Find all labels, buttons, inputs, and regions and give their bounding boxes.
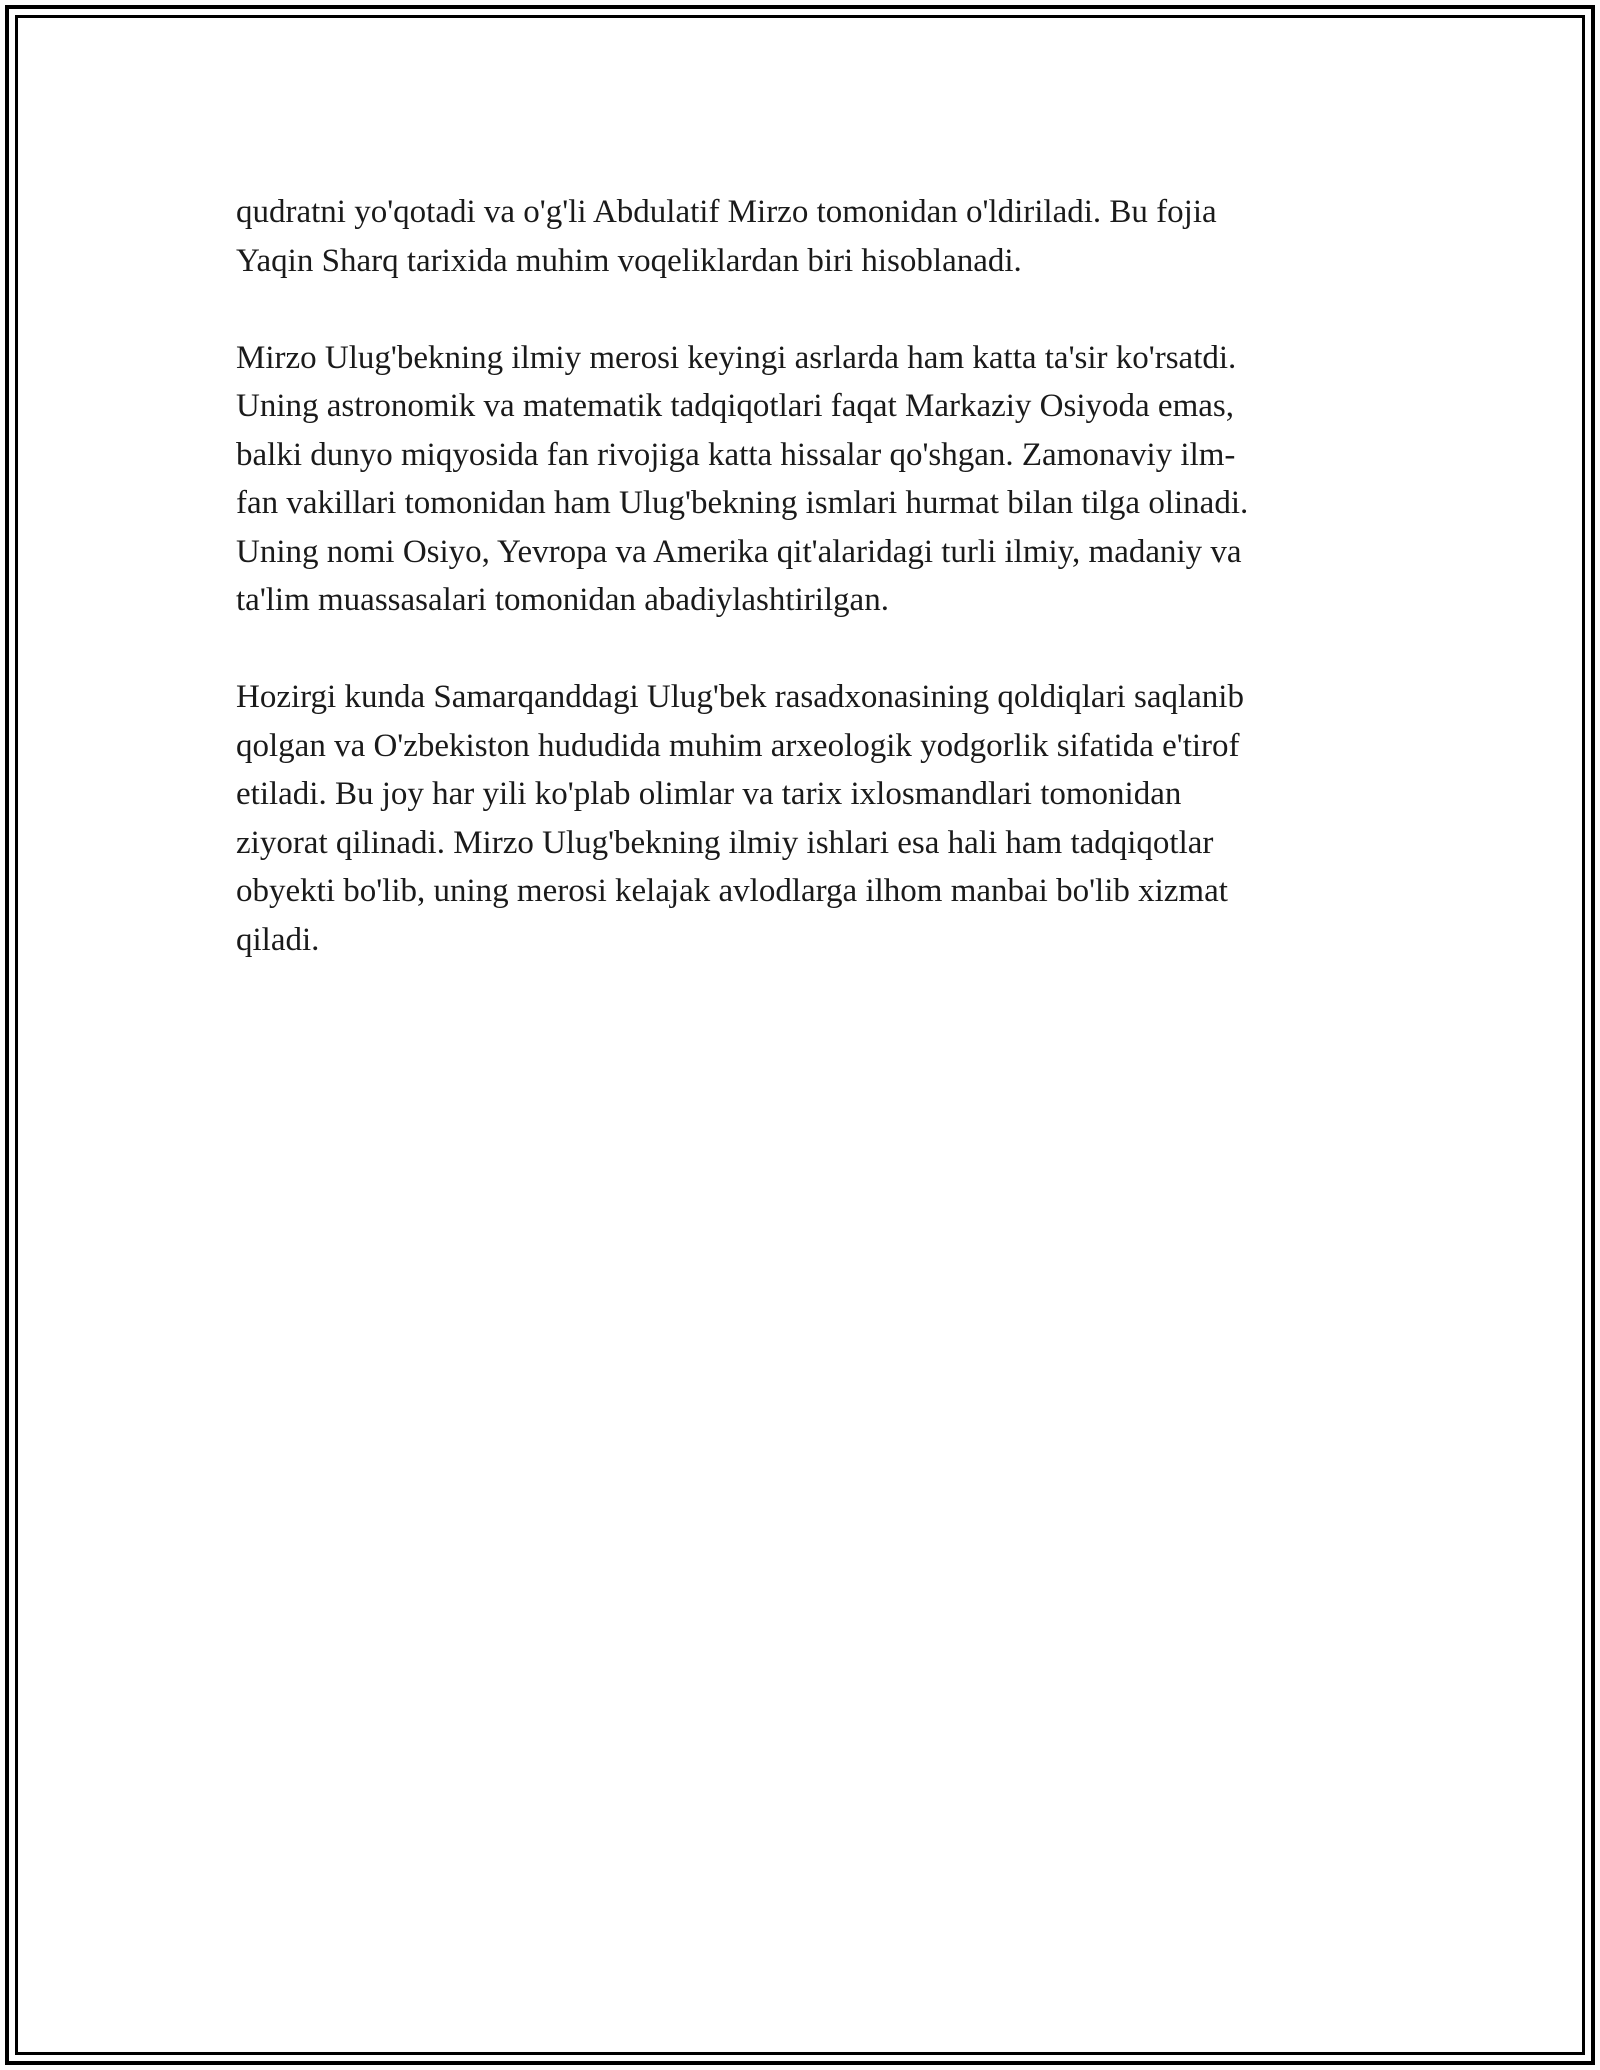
paragraph: qudratni yo'qotadi va o'g'li Abdulatif Mirzo tomonidan o'ldiriladi. Bu fojia Yaqin Sharq tarixida muhim voqeliklardan biri hisoblanadi. bbox=[236, 194, 1217, 279]
paragraph: Hozirgi kunda Samarqanddagi Ulug'bek rasadxonasining qoldiqlari saqlanib qolgan va O'zbekiston hududida muhim arxeologik yodgorlik sifatida e'tirof etiladi. Bu joy har yili ko'plab olimlar va tarix ixlosmandlari tomonidan ziyorat qilinadi. Mirzo Ulug'bekning ilmiy ishlari esa hali ham tadqiqotlar obyekti bo'lib, uning merosi kelajak avlodlarga ilhom manbai bo'lib xizmat qiladi. bbox=[236, 679, 1244, 958]
paragraph: Mirzo Ulug'bekning ilmiy merosi keyingi asrlarda ham katta ta'sir ko'rsatdi. Uning astronomik va matematik tadqiqotlari faqat Markaziy Osiyoda emas, balki dunyo miqyosida fan rivojiga katta hissalar qo'shgan. Zamonaviy ilm- fan vakillari tomonidan ham Ulug'bekning ismlari hurmat bilan tilga olinadi. Uning nomi Osiyo, Yevropa va Amerika qit'alaridagi turli ilmiy, madaniy va ta'lim muassasalari tomonidan abadiylashtirilgan. bbox=[236, 339, 1249, 618]
document-body bbox=[236, 188, 1376, 1013]
